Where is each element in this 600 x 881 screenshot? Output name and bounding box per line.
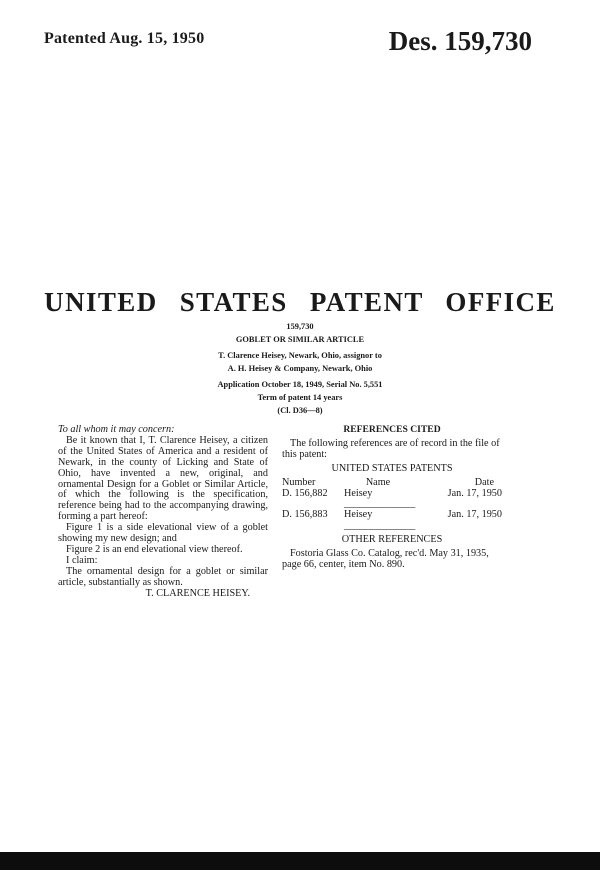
column-name: Name bbox=[365, 476, 391, 488]
column-date: Date bbox=[474, 476, 494, 488]
claim-label: I claim: bbox=[66, 554, 98, 566]
column-number: Number bbox=[282, 476, 316, 488]
term-line: Term of patent 14 years bbox=[257, 393, 343, 402]
other-reference-text: Fostoria Glass Co. Catalog, rec'd. May 31, 1935, page 66, center, item No. 890. bbox=[282, 548, 489, 570]
patent-title: GOBLET OR SIMILAR ARTICLE bbox=[235, 335, 365, 344]
reference-number: D. 156,883 bbox=[282, 509, 328, 521]
inventor-line-1: T. Clarence Heisey, Newark, Ohio, assignor to bbox=[218, 351, 382, 360]
references-table-header bbox=[282, 478, 502, 489]
reference-date: Jan. 17, 1950 bbox=[447, 509, 502, 521]
reference-name: Heisey ______________ bbox=[344, 487, 416, 510]
figure-2-description: Figure 2 is an end elevational view thereof. bbox=[66, 543, 243, 555]
patent-number: 159,730 bbox=[286, 322, 314, 331]
classification-line: (Cl. D36—8) bbox=[277, 406, 323, 415]
design-number: Des. 159,730 bbox=[388, 26, 532, 56]
us-patents-heading: UNITED STATES PATENTS bbox=[331, 462, 453, 474]
inventor-line-2: A. H. Heisey & Company, Newark, Ohio bbox=[227, 364, 373, 373]
patent-meta bbox=[100, 320, 500, 417]
reference-number: D. 156,882 bbox=[282, 487, 328, 499]
reference-date: Jan. 17, 1950 bbox=[447, 487, 502, 499]
office-title: UNITED STATES PATENT OFFICE bbox=[44, 287, 556, 317]
table-row bbox=[282, 510, 502, 532]
claim-text: The ornamental design for a goblet or similar article, substantially as shown. bbox=[58, 565, 268, 588]
references-column bbox=[282, 425, 502, 571]
signature: T. CLARENCE HEISEY. bbox=[145, 587, 250, 599]
specification-paragraph: Be it known that I, T. Clarence Heisey, a citizen of the United States of America and a resident of Newark, in the county of Licking and State of Ohio, have invented a new, original, and ornamental Design for a Goblet or Similar Article, of which the following is the specification, reference being had to the accompanying drawing, forming a part hereof: bbox=[58, 434, 268, 523]
salutation: To all whom it may concern: bbox=[58, 424, 175, 435]
table-row bbox=[282, 489, 502, 511]
figure-1-description: Figure 1 is a side elevational view of a goblet showing my new design; and bbox=[58, 522, 268, 545]
scan-footer-bar bbox=[0, 852, 600, 870]
other-references-heading: OTHER REFERENCES bbox=[341, 534, 443, 546]
reference-name: Heisey ______________ bbox=[344, 509, 416, 532]
application-line: Application October 18, 1949, Serial No. 5,551 bbox=[217, 380, 383, 389]
patented-date: Patented Aug. 15, 1950 bbox=[44, 30, 205, 47]
specification-column bbox=[58, 425, 268, 600]
references-heading: REFERENCES CITED bbox=[343, 424, 441, 435]
references-intro: The following references are of record in the file of this patent: bbox=[282, 437, 500, 460]
